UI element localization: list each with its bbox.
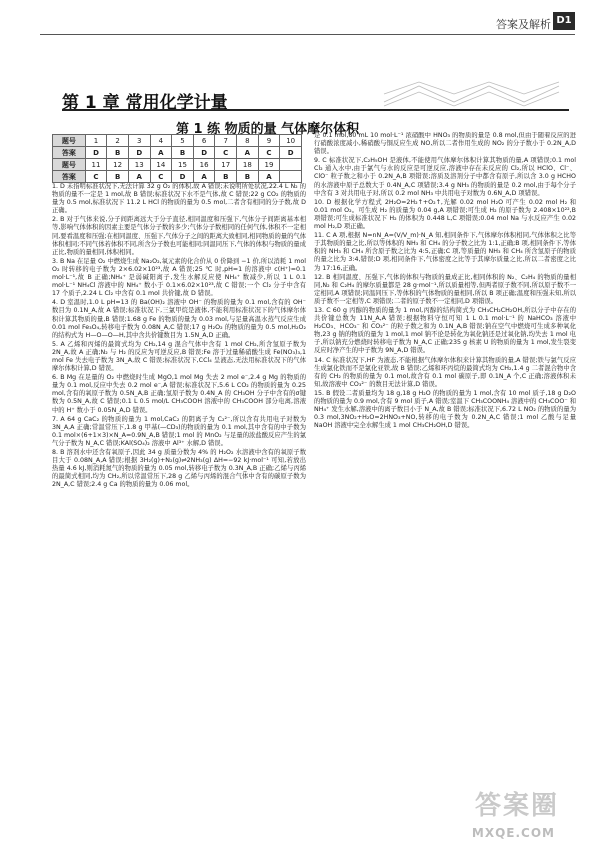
answer-letter: A — [128, 171, 150, 183]
answer-explanation: 7. A 64 g CaC₂ 的物质的量为 1 mol,CaC₂ 的阴离子为 C₂²⁻,所以含有共用电子对数为 3N_A,A 正确;常温常压下,1.8 g 甲基(—CD₃)的物质的量为 0.1 mol,其中含有的中子数为 0.1 mol×(6+1×3)×N_A=0.9N_A,B 错误;1 mol 的 MnO₂ 与足量的浓盐酸反应产生的氯气分子数为 N_A,C 错误;KAl(SO₄)₂ 溶液中 Al³⁺ 水解,D 错误。 — [52, 415, 306, 447]
answer-letter: C — [258, 147, 280, 159]
answer-table-row — [53, 147, 302, 159]
chapter-decoration-icon — [379, 80, 569, 108]
header-rule — [40, 34, 575, 35]
answer-explanation: 11. C A 项,根据 N=nN_A=(V/V_m)·N_A 知,相同条件下,气体摩尔体积相同,气体体积之比等于其物质的量之比,所以等体积的 NH₃ 和 CH₄ 的分子数之比为 1:1,正确;B 项,相同条件下,等体积的 NH₃ 和 CH₄ 所含原子数之比为 4:5,正确;C 项,等质量的 NH₃ 和 CH₄ 所含氢原子的物质的量之比为 3:4,错误;D 项,相同条件下,气体密度之比等于其摩尔质量之比,所以二者密度之比为 17:16,正确。 — [314, 232, 576, 272]
answer-letter: A — [237, 147, 259, 159]
question-number: 1 — [85, 135, 107, 147]
answer-table-row — [53, 171, 302, 183]
answer-letter: D — [280, 147, 302, 159]
answer-explanation: 是 0.1 mol,80 mL 10 mol·L⁻¹ 浓硝酸中 HNO₃ 的物质的量是 0.8 mol,但由于随着反应的进行硝酸浓度减小,稀硝酸与铜反应生成 NO,所以二者作用生成的 NO₂ 的分子数小于 0.2N_A,D 错误。 — [314, 132, 576, 156]
answer-letter: B — [107, 147, 129, 159]
question-number: 18 — [237, 159, 259, 171]
section-title: 第 1 练 物质的量 气体摩尔体积 — [176, 122, 360, 137]
answer-letter: D — [193, 147, 215, 159]
question-number: 9 — [258, 135, 280, 147]
chapter-rule — [62, 109, 569, 111]
answer-letter: B — [107, 171, 129, 183]
empty-cell — [280, 171, 302, 183]
question-number: 6 — [193, 135, 215, 147]
answer-explanation: 6. B Mg 在足量的 O₂ 中燃烧时生成 MgO,1 mol Mg 失去 2 mol e⁻,2.4 g Mg 的物质的量为 0.1 mol,反应中失去 0.2 mol e⁻,A 错误;标准状况下,5.6 L CO₂ 的物质的量为 0.25 mol,含有的氧原子数为 0.5N_A,B 正确;氢原子数为 0.4N_A 的 CH₃OH 分子中含有的σ键数为 0.5N_A,故 C 错误;0.1 L 0.5 mol/L CH₃COOH 溶液中的 CH₃COOH 部分电离,溶液中的 H⁺ 数小于 0.05N_A,D 错误。 — [52, 374, 306, 414]
answer-explanation: 2. B 对于气体来说,分子间距离远大于分子直径,相同温度和压强下,气体分子间距离基本相等,影响气体体积的因素主要是气体分子数的多少;气体分子数相同的任何气体,体积不一定相同,要看温度和压强;在相同温度、压强下,气体分子之间的距离大致相同,相同物质的量的气体体积相同;不同气体若体积不同,所含分子数也可能相同;同温同压下,气体的体积与物质的量成正比,物质的量相同,体积相同。 — [52, 216, 306, 256]
answer-table — [52, 134, 302, 183]
question-number: 14 — [150, 159, 172, 171]
row-label: 答案 — [53, 171, 86, 183]
answer-letter: A — [150, 147, 172, 159]
answer-letter: C — [215, 147, 237, 159]
answer-table-row — [53, 159, 302, 171]
answer-explanation: 5. A 乙烯和丙烯的最简式均为 CH₂,14 g 混合气体中含有 1 mol CH₂,所含氢原子数为 2N_A,故 A 正确;N₂ 与 H₂ 的反应为可逆反应,B 错误;Fe 溶于过量稀硝酸生成 Fe(NO₃)₃,1 mol Fe 失去电子数为 3N_A,故 C 错误;标准状况下,CCl₄ 呈液态,无法用标准状况下的气体摩尔体积计算,D 错误。 — [52, 340, 306, 373]
answer-letter: D — [172, 171, 194, 183]
left-column — [52, 183, 306, 823]
answer-table-row — [53, 135, 302, 147]
answer-explanation: 12. B 相同温度、压强下,气体的体积与物质的量成正比,相同体积的 N₂、C₂H₄ 的物质的量相同,N₂ 和 C₂H₄ 的摩尔质量都是 28 g·mol⁻¹,所以质量相等,但两者原子数不同,所以原子数不一定相同,A 项错误;同温同压下,等体积的气体物质的量相同,所以 B 项正确;温度和压强未知,所以质子数不一定相等,C 项错误;二者的原子数不一定相同,D 项错误。 — [314, 273, 576, 305]
answer-explanation: 4. D 室温时,1.0 L pH=13 的 Ba(OH)₂ 溶液中 OH⁻ 的物质的量为 0.1 mol,含有的 OH⁻ 数目为 0.1N_A,故 A 错误;标准状况下,三氯甲烷是液体,不能利用标准状况下的气体摩尔体积计算其物质的量,B 错误;1.68 g Fe 的物质的量为 0.03 mol,与足量高温水蒸气反应生成 0.01 mol Fe₃O₄,转移电子数为 0.08N_A,C 错误;17 g H₂O₂ 的物质的量为 0.5 mol,H₂O₂ 的结构式为 H—O—O—H,其中含共价键数目为 1.5N_A,D 正确。 — [52, 299, 306, 339]
row-label: 答案 — [53, 147, 86, 159]
answer-letter: D — [85, 147, 107, 159]
answer-explanation: 8. B 溶剂水中还含有氧原子,因此 34 g 质量分数为 4% 的 H₂O₂ 水溶液中含有的氧原子数目大于 0.08N_A,A 错误;根据 3H₂(g)+N₂(g)⇌2NH₃(g) ΔH=−92 kJ·mol⁻¹ 可知,若放出热量 4.6 kJ,则消耗氮气的物质的量为 0.05 mol,转移电子数为 0.3N_A,B 正确;乙烯与丙烯的最简式相同,均为 CH₂,所以常温常压下,28 g 乙烯与丙烯的混合气体中含有的碳原子数为 2N_A,C 错误;2.4 g Ca 的物质的量为 0.06 mol。 — [52, 449, 306, 489]
answer-explanation: 9. C 标准状况下,C₂H₅OH 是液体,不能使用气体摩尔体积计算其物质的量,A 项错误;0.1 mol Cl₂ 通入水中,由于氯气与水的反应是可逆反应,溶液中存在未反应的 Cl₂,所以 HClO、Cl⁻、ClO⁻ 粒子数之和小于 0.2N_A,B 项错误;溶质及溶剂分子中都含有原子,所以含 3.0 g HCHO 的水溶液中原子总数大于 0.4N_A,C 项错误;3.4 g NH₃ 的物质的量是 0.2 mol,由于每个分子中含有 3 对共用电子对,所以 0.2 mol NH₃ 中共用电子对数为 0.6N_A,D 项错误。 — [314, 157, 576, 197]
answer-explanation: 14. C 标准状况下,HF 为液态,不能根据气体摩尔体积来计算其物质的量,A 错误;铁与氯气反应生成氯化铁而不是氯化亚铁,故 B 错误;乙烯和环丙烷的最简式均为 CH₂,1.4 g 二者混合物中含有的 CH₂ 的物质的量为 0.1 mol,故含有 0.1 mol 碳原子,即 0.1N_A 个,C 正确;溶液体积未知,故溶液中 CO₃²⁻ 的数目无法计算,D 错误。 — [314, 356, 576, 388]
right-column — [314, 132, 576, 827]
question-number: 7 — [215, 135, 237, 147]
question-number: 5 — [172, 135, 194, 147]
answer-letter: C — [150, 171, 172, 183]
question-number: 2 — [107, 135, 129, 147]
question-number: 11 — [85, 159, 107, 171]
question-number: 17 — [215, 159, 237, 171]
answer-letter: A — [193, 171, 215, 183]
answer-letter: B — [215, 171, 237, 183]
answer-letter: B — [237, 171, 259, 183]
question-number: 13 — [128, 159, 150, 171]
header-brand: 答案及解析 — [496, 18, 551, 31]
row-label: 题号 — [53, 135, 86, 147]
answer-explanation: 15. B 假设二者质量均为 18 g,18 g H₂O 的物质的量为 1 mol,含有 10 mol 质子,18 g D₂O 的物质的量为 0.9 mol,含有 9 mol 质子,A 错误;室温下 CH₃COONH₄ 溶液中的 CH₃COO⁻ 和 NH₄⁺ 发生水解,溶液中的离子数目小于 N_A,故 B 错误;标准状况下,6.72 L NO₂ 的物质的量为 0.3 mol,3NO₂+H₂O=2HNO₃+NO,转移的电子数为 0.2N_A,C 错误;1 mol 乙酸与足量 NaOH 溶液中完全水解生成 1 mol CH₃CH₂OH,D 错误。 — [314, 389, 576, 430]
question-number: 16 — [193, 159, 215, 171]
answer-letter: B — [172, 147, 194, 159]
question-number: 15 — [172, 159, 194, 171]
answer-explanation: 13. C 60 g 丙醇的物质的量为 1 mol,丙醇的结构简式为 CH₃CH₂CH₂OH,所以分子中存在的共价键总数为 11N_A,A 错误;根据物料守恒可知 1 L 0.1 mol·L⁻¹ 的 NaHCO₃ 溶液中 H₂CO₃、HCO₃⁻ 和 CO₃²⁻ 的粒子数之和为 0.1N_A,B 错误;钠在空气中燃烧可生成多种氧化物,23 g 钠的物质的量为 1 mol,1 mol 钠不论是转化为氧化钠还是过氧化钠,均失去 1 mol 电子,所以钠充分燃烧时转移电子数为 N_A,C 正确;235 g 核素 U 的物质的量为 1 mol,发生裂变反应时净产生的中子数为 9N_A,D 错误。 — [314, 306, 576, 355]
question-number: 8 — [237, 135, 259, 147]
watermark-text: 答案圈 — [474, 791, 559, 821]
empty-cell — [280, 159, 302, 171]
answer-letter: A — [258, 171, 280, 183]
chapter-title: 第 1 章 常用化学计量 — [62, 93, 228, 113]
watermark-url: MXQE.COM — [471, 826, 555, 840]
question-number: 19 — [258, 159, 280, 171]
question-number: 10 — [280, 135, 302, 147]
answer-explanation: 3. B Na 在足量 O₂ 中燃烧生成 Na₂O₂,氧元素的化合价从 0 价降到 −1 价,所以消耗 1 mol O₂ 时转移的电子数为 2×6.02×10²³,故 A 错误;25 ℃ 时,pH=1 的溶液中 c(H⁺)=0.1 mol·L⁻¹,故 B 正确;NH₄⁺ 是弱碱阳离子,发生水解反应使 NH₄⁺ 数减少,所以 1 L 0.1 mol·L⁻¹ NH₄Cl 溶液中的 NH₄⁺ 数小于 0.1×6.02×10²³,故 C 错误;一个 Cl₂ 分子中含有 17 个质子,2.24 L Cl₂ 中含有 0.1 mol 共价键,故 D 错误。 — [52, 257, 306, 298]
question-number: 4 — [150, 135, 172, 147]
page-header — [0, 6, 593, 76]
row-label: 题号 — [53, 159, 86, 171]
answer-letter: D — [128, 147, 150, 159]
answer-explanation: 1. D 未指明标准状况下,无法计算 32 g O₂ 的体积,故 A 错误;未说明所处状况,22.4 L N₂ 的物质的量不一定是 1 mol,故 B 错误;标准状况下水不是气体,故 C 错误;22 g CO₂ 的物质的量为 0.5 mol,标准状况下 11.2 L HCl 的物质的量为 0.5 mol,二者含有相同的分子数,故 D 正确。 — [52, 183, 306, 215]
page-tag: D1 — [553, 12, 575, 30]
question-number: 12 — [107, 159, 129, 171]
question-number: 3 — [128, 135, 150, 147]
answer-explanation: 10. D 根据化学方程式 2H₂O=2H₂↑+O₂↑,光解 0.02 mol H₂O 可产生 0.02 mol H₂ 和 0.01 mol O₂。可生成 H₂ 的质量为 0.04 g,A 项错误;可生成 H₂ 的原子数为 2.408×10²²,B 项错误;可生成标准状况下 H₂ 的体积为 0.448 L,C 项错误;0.04 mol Na 与水反应产生 0.02 mol H₂,D 项正确。 — [314, 198, 576, 231]
answer-letter: C — [85, 171, 107, 183]
